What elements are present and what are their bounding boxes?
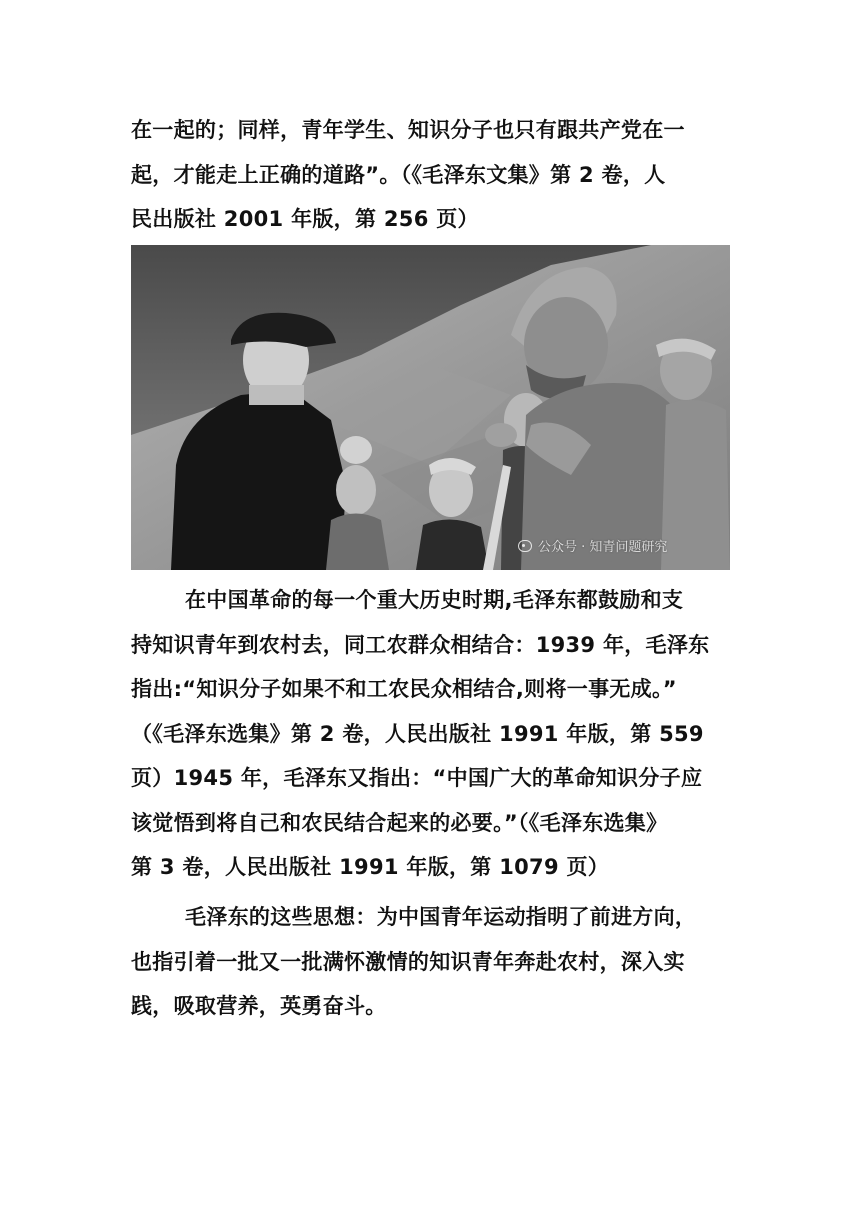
paragraph-line: 在中国革命的每一个重大历史时期,毛泽东都鼓励和支	[185, 588, 684, 612]
paragraph-line: 第 3 卷，人民出版社 1991 年版，第 1079 页）	[131, 855, 610, 879]
paragraph-line: （《毛泽东选集》第 2 卷，人民出版社 1991 年版，第 559	[131, 721, 704, 746]
paragraph-line: 页）1945 年，毛泽东又指出：“中国广大的革命知识分子应	[131, 766, 703, 790]
paragraph-line: 指出:“知识分子如果不和工农民众相结合,则将一事无成。”	[131, 677, 677, 701]
watermark-text: 公众号 · 知青问题研究	[538, 540, 668, 555]
paragraph-line: 持知识青年到农村去，同工农群众相结合：1939 年，毛泽东	[131, 632, 710, 657]
paragraph-line: 在一起的；同样，青年学生、知识分子也只有跟共产党在一	[131, 118, 685, 142]
paragraph-line: 毛泽东的这些思想：为中国青年运动指明了前进方向，	[185, 905, 697, 929]
paragraph-line: 也指引着一批又一批满怀激情的知识青年奔赴农村，深入实	[131, 949, 685, 974]
paragraph-line: 该觉悟到将自己和农民结合起来的必要。”（《毛泽东选集》	[131, 810, 668, 835]
middle-paragraph	[131, 578, 731, 890]
bottom-paragraph	[131, 895, 731, 1029]
photo-illustration	[131, 245, 730, 570]
paragraph-line: 民出版社 2001 年版，第 256 页）	[131, 207, 479, 231]
wechat-icon	[518, 540, 532, 552]
photo-watermark	[518, 536, 667, 555]
paragraph-line: 起，才能走上正确的道路”。（《毛泽东文集》第 2 卷，人	[131, 162, 666, 187]
paragraph-line: 践，吸取营养，英勇奋斗。	[131, 994, 387, 1018]
historical-photo	[131, 245, 730, 570]
top-paragraph	[131, 108, 731, 242]
